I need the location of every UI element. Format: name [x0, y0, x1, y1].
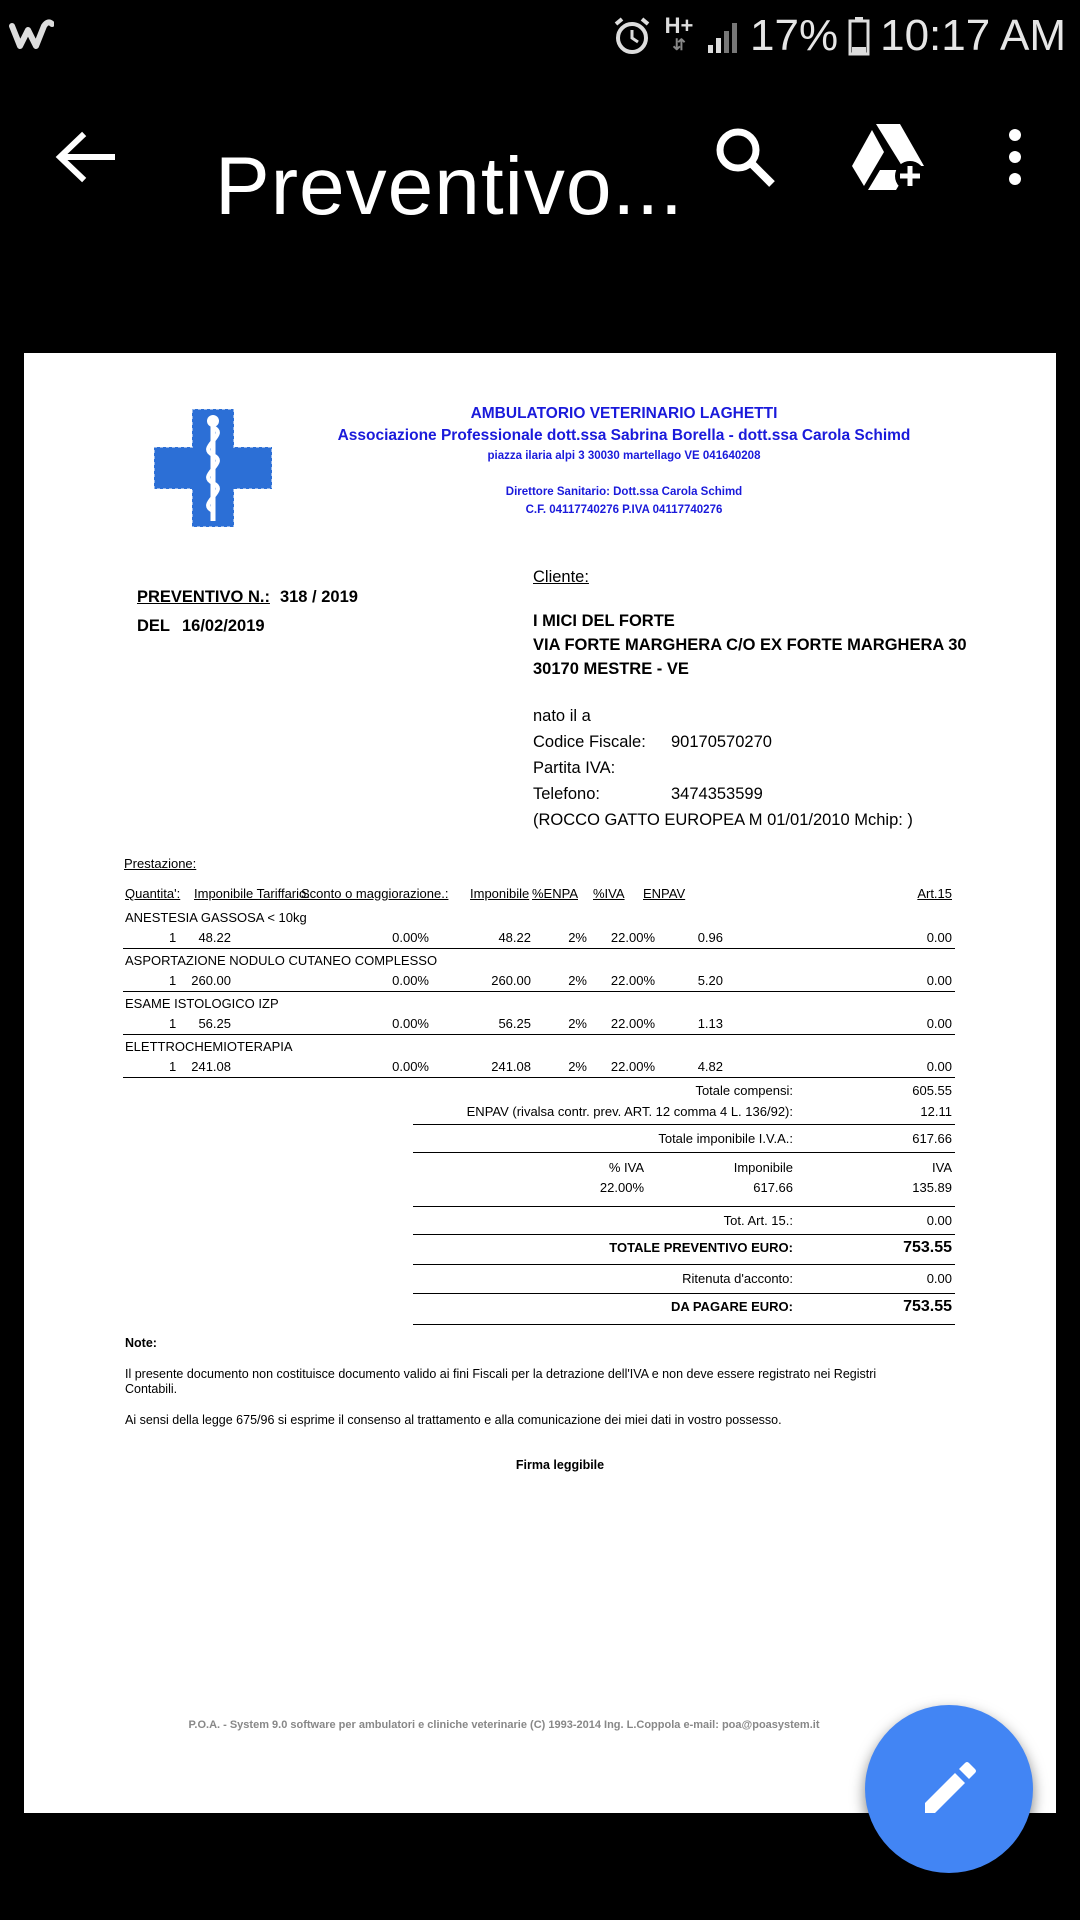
cell-art15: 0.00 — [926, 973, 952, 988]
cell-discount: 0.00% — [392, 930, 429, 945]
services-label: Prestazione: — [124, 856, 197, 871]
cell-tariff: 48.22 — [198, 930, 231, 945]
header-art15: Art.15 — [917, 886, 952, 901]
iva-imponibile: 617.66 — [753, 1180, 793, 1195]
clinic-address: piazza ilaria alpi 3 30030 martellago VE 041640208 — [487, 450, 761, 462]
divider — [413, 1234, 955, 1235]
cell-enpa: 2% — [568, 1016, 587, 1031]
cell-enpav: 0.96 — [697, 930, 723, 945]
iva-head-imponibile: Imponibile — [733, 1160, 793, 1175]
table-row — [123, 949, 955, 992]
iva-head-pct: % IVA — [608, 1160, 644, 1175]
signal-icon — [706, 19, 740, 53]
wish-icon — [8, 14, 54, 54]
totals-compensi — [413, 1081, 955, 1123]
table-body — [123, 906, 955, 1078]
cell-enpa: 2% — [568, 1059, 587, 1074]
divider — [413, 1293, 955, 1294]
battery-icon — [848, 16, 870, 56]
cell-discount: 0.00% — [392, 1059, 429, 1074]
cell-enpav: 5.20 — [697, 973, 723, 988]
clinic-director: Direttore Sanitario: Dott.ssa Carola Schimd — [505, 486, 743, 498]
client-title: Cliente: — [533, 568, 589, 586]
document-title: Preventivo... — [215, 141, 684, 232]
totals-imponibile — [413, 1129, 955, 1150]
header-qty: Quantita': — [125, 886, 181, 901]
clinic-name: AMBULATORIO VETERINARIO LAGHETTI — [470, 405, 778, 422]
iva-breakdown — [413, 1158, 955, 1198]
cell-enpa: 2% — [568, 930, 587, 945]
cell-iva: 22.00% — [610, 1016, 655, 1031]
more-options-icon[interactable] — [995, 122, 1035, 192]
cell-iva: 22.00% — [610, 930, 655, 945]
edit-button[interactable] — [865, 1705, 1033, 1873]
cell-qty: 1 — [169, 1016, 177, 1031]
table-header — [123, 880, 955, 906]
header-enpav: ENPAV — [643, 886, 686, 901]
app-bar — [0, 72, 1080, 352]
table-row — [123, 1035, 955, 1078]
notes — [125, 1336, 925, 1444]
header-taxable: Imponibile — [470, 886, 530, 901]
cell-qty: 1 — [169, 973, 177, 988]
cell-tariff: 241.08 — [191, 1059, 231, 1074]
totals-art15 — [413, 1211, 955, 1232]
client-city: 30170 MESTRE - VE — [533, 660, 689, 678]
amount-due-row: DA PAGARE EURO: 753.55 — [670, 1298, 952, 1315]
cell-enpa: 2% — [568, 973, 587, 988]
client-phone: Telefono: 3474353599 — [533, 785, 763, 803]
clock: 10:17 AM — [880, 11, 1066, 60]
service-name: ESAME ISTOLOGICO IZP — [125, 996, 279, 1011]
iva-pct: 22.00% — [599, 1180, 644, 1195]
search-icon[interactable] — [710, 122, 780, 192]
withholding-row: Ritenuta d'acconto: 0.00 — [682, 1271, 952, 1286]
network-type: H+ ⇵ — [664, 13, 694, 54]
document-footer: P.O.A. - System 9.0 software per ambulatori e cliniche veterinarie (C) 1993-2014 Ing. L.Coppola e-mail: poa@poasystem.it — [188, 1719, 820, 1731]
cell-taxable: 260.00 — [491, 973, 531, 988]
cell-iva: 22.00% — [610, 973, 655, 988]
client-name: I MICI DEL FORTE — [533, 612, 675, 630]
cell-iva: 22.00% — [610, 1059, 655, 1074]
status-indicators — [612, 8, 1066, 64]
total-taxable-row: Totale imponibile I.V.A.: 617.66 — [658, 1131, 952, 1146]
clinic-header — [254, 403, 994, 519]
cell-enpav: 1.13 — [697, 1016, 723, 1031]
cell-art15: 0.00 — [926, 930, 952, 945]
client-born: nato il a — [533, 707, 591, 725]
signature-label: Firma leggibile — [515, 1458, 605, 1472]
status-bar — [0, 0, 1080, 72]
services-table — [123, 880, 955, 1078]
header-tariff: Imponibile Tariffario: — [194, 886, 310, 901]
cell-qty: 1 — [169, 1059, 177, 1074]
divider — [413, 1264, 955, 1265]
cell-art15: 0.00 — [926, 1016, 952, 1031]
cell-enpav: 4.82 — [697, 1059, 723, 1074]
header-iva: %IVA — [593, 886, 625, 901]
total-compensi-row: Totale compensi: 605.55 — [695, 1083, 952, 1098]
header-enpa: %ENPA — [532, 886, 578, 901]
document-page — [24, 353, 1056, 1813]
clinic-tax-ids: C.F. 04117740276 P.IVA 04117740276 — [525, 504, 723, 516]
cell-discount: 0.00% — [392, 973, 429, 988]
divider — [413, 1324, 955, 1325]
notes-paragraph: Ai sensi della legge 675/96 si esprime il consenso al trattamento e alla comunicazione dei miei dati in vostro possesso. — [125, 1413, 782, 1427]
notes-title: Note: — [125, 1336, 157, 1350]
cell-taxable: 56.25 — [498, 1016, 531, 1031]
totals-pagare — [413, 1297, 955, 1318]
pencil-icon — [919, 1759, 979, 1819]
service-name: ASPORTAZIONE NODULO CUTANEO COMPLESSO — [125, 953, 438, 968]
iva-value: 135.89 — [912, 1180, 952, 1195]
notes-paragraph: Il presente documento non costituisce documento valido ai fini Fiscali per la detrazione dell'IVA e non deve essere registrato nei Registri Contabili. — [125, 1367, 877, 1396]
client-animal: (ROCCO GATTO EUROPEA M 01/01/2010 Mchip: ) — [533, 811, 913, 829]
iva-head-iva: IVA — [932, 1160, 952, 1175]
totals-preventivo — [413, 1238, 955, 1259]
alarm-icon — [612, 16, 652, 56]
total-quote-row: TOTALE PREVENTIVO EURO: 753.55 — [609, 1239, 952, 1256]
totals-ritenuta — [413, 1269, 955, 1290]
quote-number: PREVENTIVO N.: 318 / 2019 — [137, 588, 358, 606]
art15-row: Tot. Art. 15.: 0.00 — [723, 1213, 952, 1228]
service-name: ELETTROCHEMIOTERAPIA — [125, 1039, 293, 1054]
client-address: VIA FORTE MARGHERA C/O EX FORTE MARGHERA 30 — [533, 636, 967, 654]
cell-taxable: 241.08 — [491, 1059, 531, 1074]
back-arrow-icon[interactable] — [50, 122, 120, 192]
add-to-drive-icon[interactable] — [850, 120, 928, 194]
cell-taxable: 48.22 — [498, 930, 531, 945]
divider — [413, 1124, 955, 1125]
enpav-row: ENPAV (rivalsa contr. prev. ART. 12 comma 4 L. 136/92): 12.11 — [466, 1104, 952, 1119]
cell-tariff: 260.00 — [191, 973, 231, 988]
cell-tariff: 56.25 — [198, 1016, 231, 1031]
battery-percent: 17% — [750, 11, 839, 60]
table-row — [123, 992, 955, 1035]
header-discount: Sconto o maggiorazione.: — [301, 886, 449, 901]
divider — [413, 1152, 955, 1153]
client-vat: Partita IVA: — [533, 759, 616, 777]
cell-qty: 1 — [169, 930, 177, 945]
table-row — [123, 906, 955, 949]
divider — [413, 1206, 955, 1207]
cell-art15: 0.00 — [926, 1059, 952, 1074]
client-fiscal-code: Codice Fiscale: 90170570270 — [533, 733, 772, 751]
service-name: ANESTESIA GASSOSA < 10kg — [125, 910, 307, 925]
client-block — [533, 568, 1003, 833]
quote-date: DEL 16/02/2019 — [137, 617, 265, 635]
cell-discount: 0.00% — [392, 1016, 429, 1031]
clinic-association: Associazione Professionale dott.ssa Sabrina Borella - dott.ssa Carola Schimd — [337, 427, 911, 444]
